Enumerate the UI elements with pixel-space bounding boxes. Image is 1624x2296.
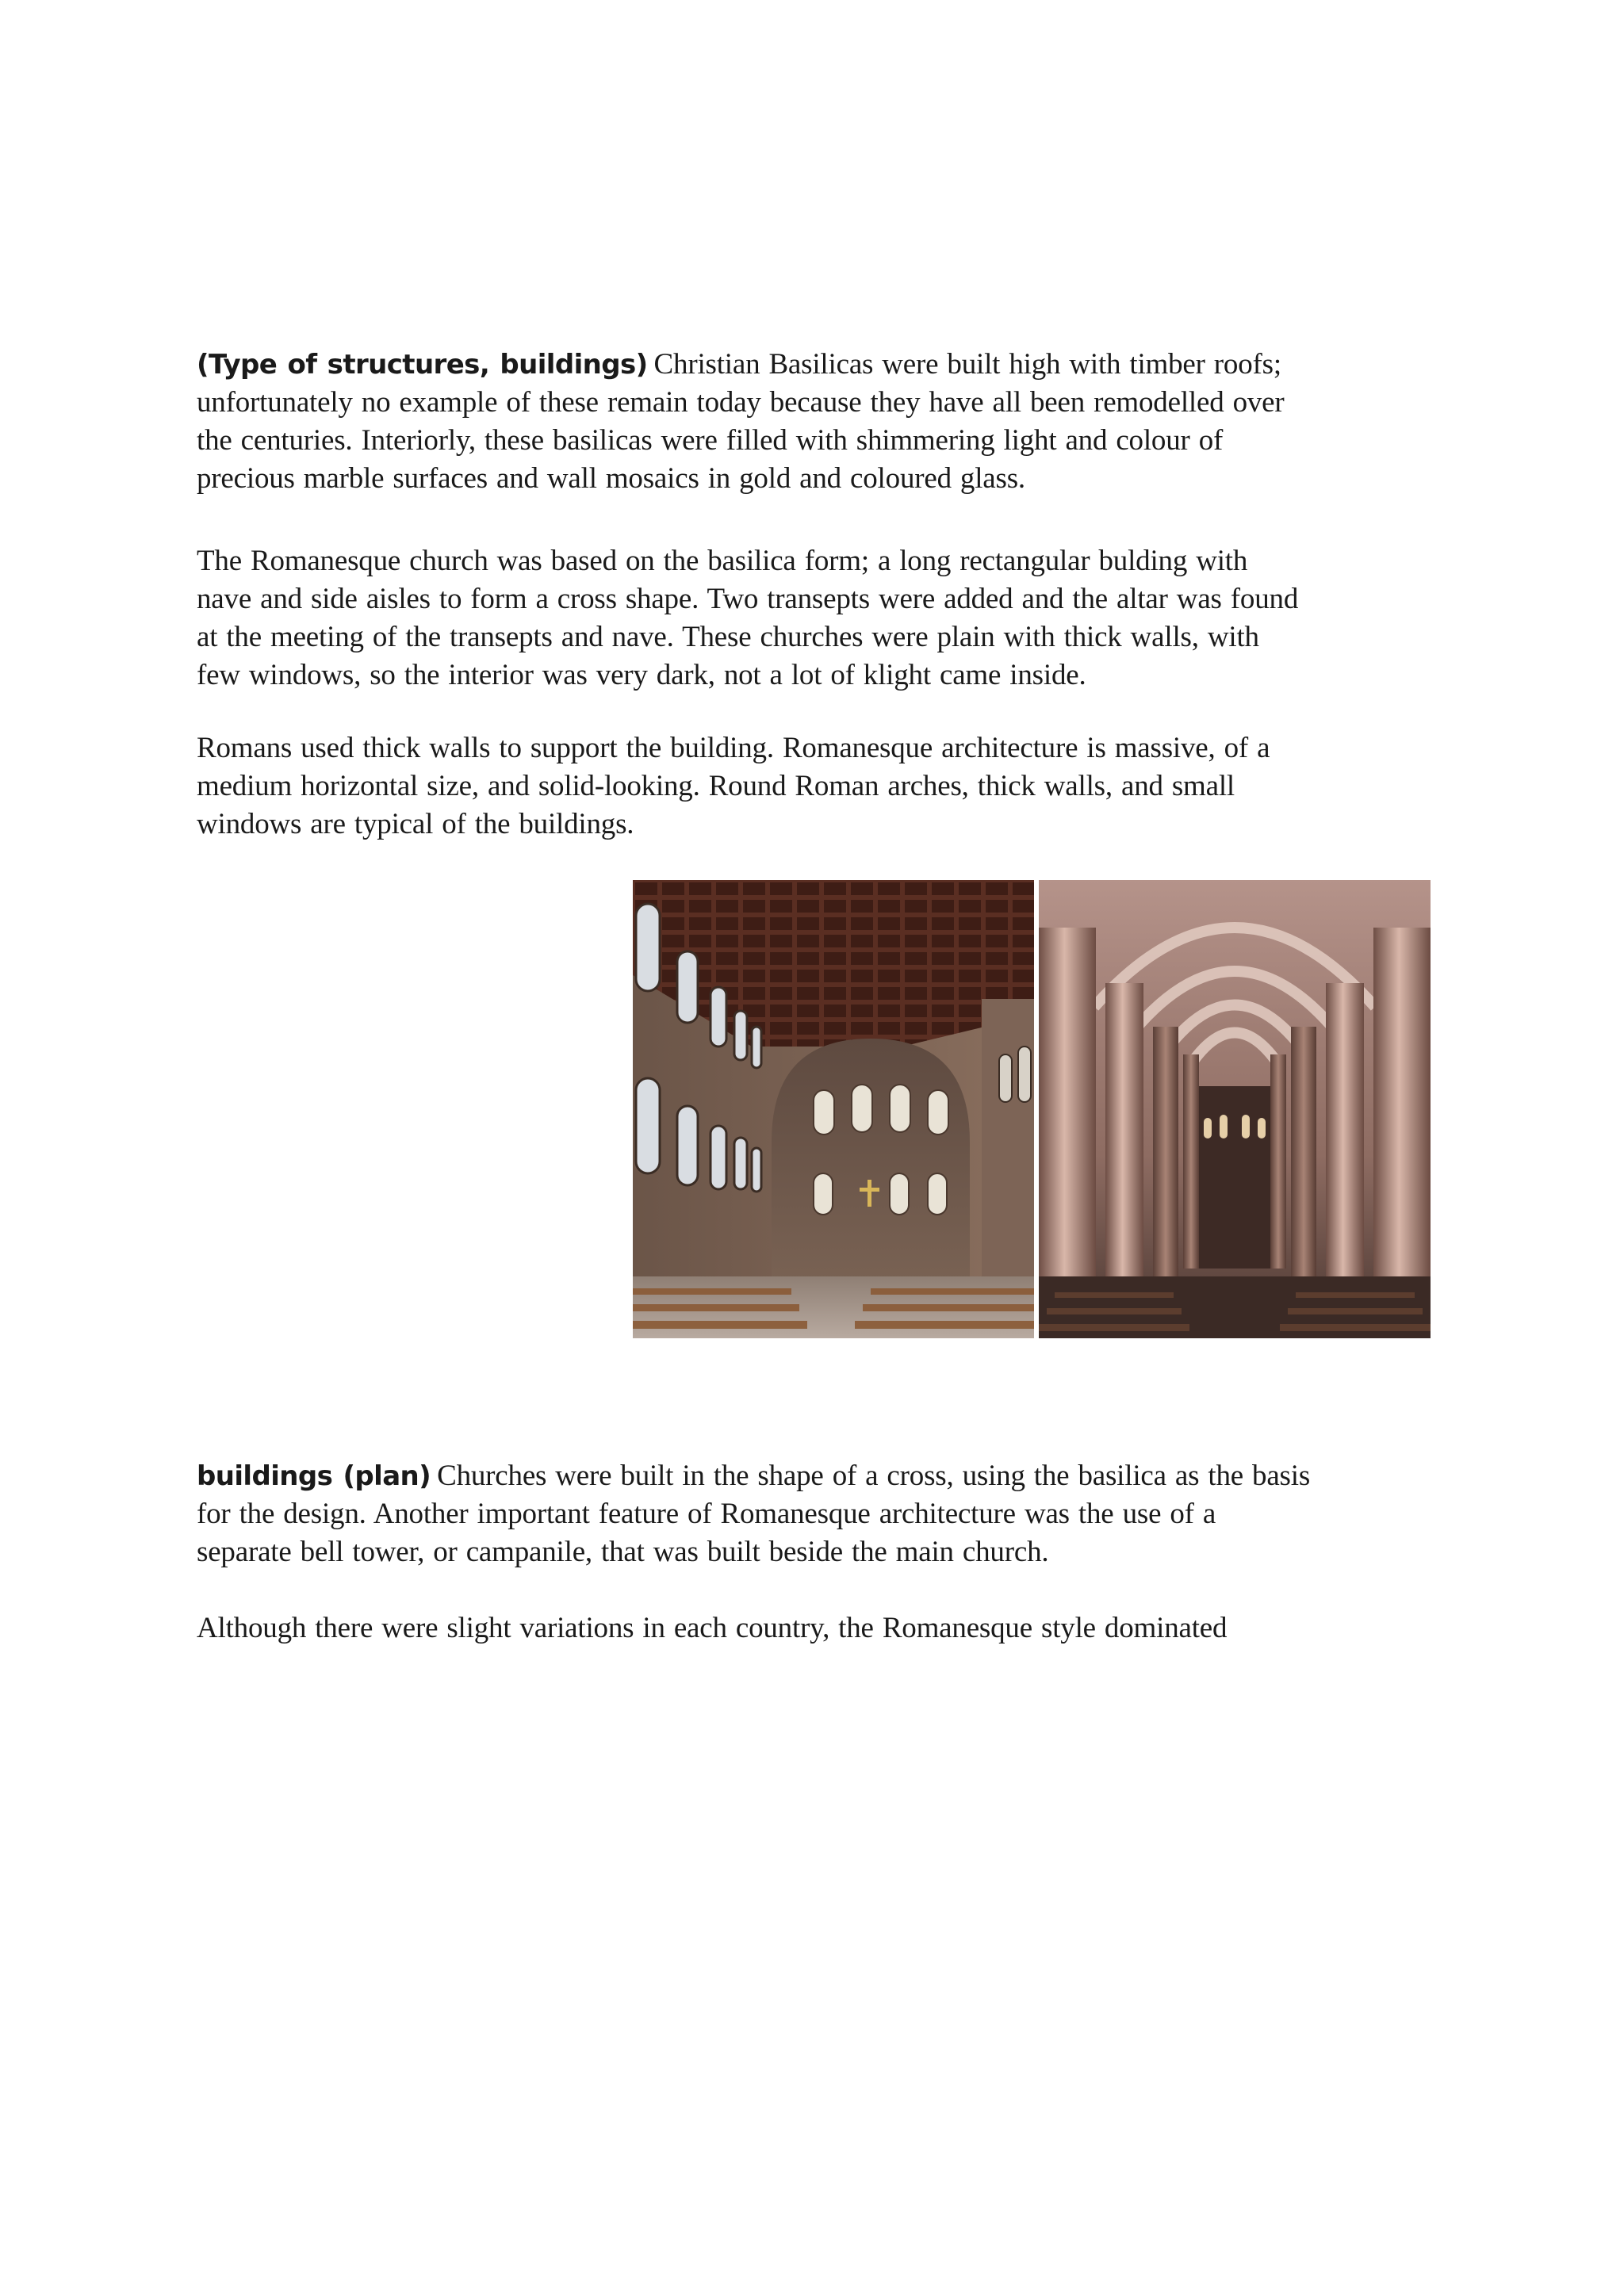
- paragraph-line: Romans used thick walls to support the building. Romanesque architecture is massive, of a: [197, 732, 1270, 764]
- section-heading-buildings-plan: buildings (plan): [197, 1460, 431, 1492]
- paragraph-line: few windows, so the interior was very dark, not a lot of klight came inside.: [197, 659, 1086, 691]
- paragraph-line: precious marble surfaces and wall mosaics in gold and coloured glass.: [197, 462, 1025, 495]
- basilica-nave-photo-icon: [633, 880, 1034, 1338]
- paragraph-line: windows are typical of the buildings.: [197, 808, 634, 840]
- paragraph-type-of-structures: [197, 346, 1434, 498]
- paragraph-romanesque-church: [197, 542, 1434, 695]
- paragraph-buildings-plan: [197, 1457, 1434, 1571]
- paragraph-line: nave and side aisles to form a cross shape. Two transepts were added and the altar was found: [197, 583, 1299, 615]
- paragraph-line: the centuries. Interiorly, these basilicas were filled with shimmering light and colour of: [197, 424, 1224, 457]
- romanesque-interior-photo: [1039, 880, 1431, 1338]
- paragraph-line: The Romanesque church was based on the basilica form; a long rectangular bulding with: [197, 545, 1248, 577]
- line-text: Christian Basilicas were built high with timber roofs;: [653, 348, 1281, 381]
- paragraph-line: [197, 346, 1434, 384]
- paragraph-thick-walls: [197, 729, 1434, 844]
- paragraph-line: medium horizontal size, and solid-looking. Round Roman arches, thick walls, and small: [197, 770, 1235, 802]
- paragraph-line: at the meeting of the transepts and nave. These churches were plain with thick walls, with: [197, 621, 1259, 653]
- paragraph-line: Although there were slight variations in each country, the Romanesque style dominated: [197, 1612, 1228, 1644]
- line-text: Churches were built in the shape of a cross, using the basilica as the basis: [437, 1460, 1311, 1492]
- romanesque-nave-photo-icon: [1039, 880, 1431, 1338]
- section-heading-type-of-structures: (Type of structures, buildings): [197, 349, 648, 381]
- paragraph-line: separate bell tower, or campanile, that was built beside the main church.: [197, 1536, 1049, 1568]
- basilica-interior-photo: [633, 880, 1034, 1338]
- paragraph-variations: [197, 1609, 1434, 1647]
- paragraph-line: [197, 1457, 1434, 1495]
- paragraph-line: for the design. Another important feature of Romanesque architecture was the use of a: [197, 1498, 1216, 1530]
- paragraph-line: unfortunately no example of these remain today because they have all been remodelled over: [197, 386, 1285, 419]
